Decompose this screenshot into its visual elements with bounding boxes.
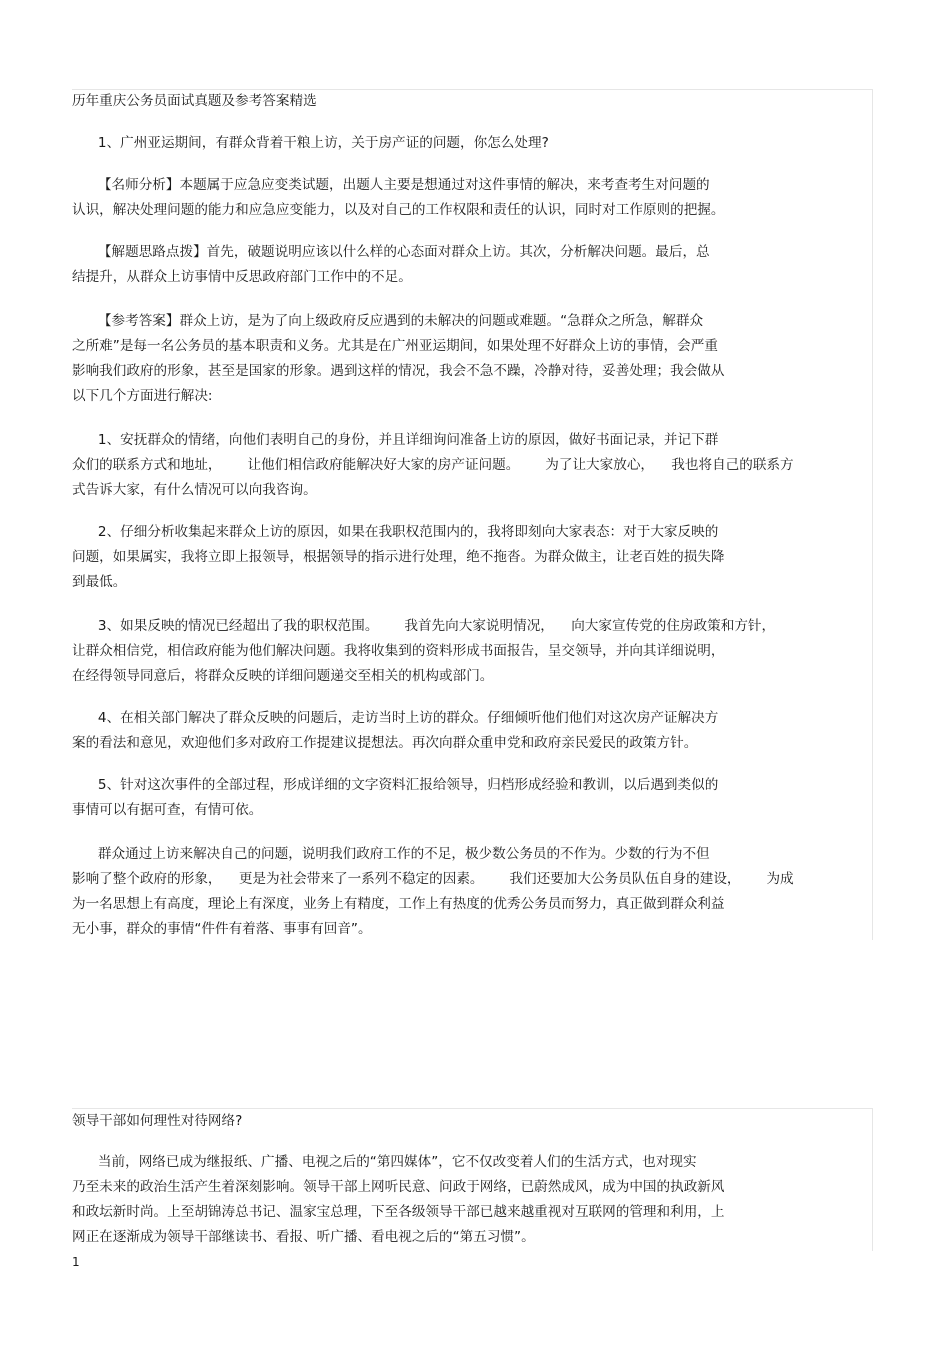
text-line: 无小事，群众的事情“件件有着落、事事有回音”。 — [72, 921, 372, 937]
text-line: 影响我们政府的形象，甚至是国家的形象。遇到这样的情况，我会不急不躁，冷静对待，妥善处理；我会做从 — [72, 363, 725, 379]
text-line: 1、安抚群众的情绪，向他们表明自己的身份，并且详细询问准备上访的原因，做好书面记录，并记下群 — [72, 432, 719, 448]
text-line: 到最低。 — [72, 574, 127, 590]
text-line: 【参考答案】群众上访，是为了向上级政府反应遇到的未解决的问题或难题。“急群众之所急，解群众 — [72, 313, 704, 329]
text-line: 【名师分析】本题属于应急应变类试题，出题人主要是想通过对这件事情的解决，来考查考生对问题的 — [72, 177, 710, 193]
text-line: 案的看法和意见，欢迎他们多对政府工作提建议提想法。再次向群众重申党和政府亲民爱民的政策方针。 — [72, 735, 698, 751]
text-line: 5、针对这次事件的全部过程，形成详细的文字资料汇报给领导，归档形成经验和教训，以后遇到类似的 — [72, 777, 719, 793]
section2-title: 领导干部如何理性对待网络? — [72, 1113, 243, 1129]
text-line: 式告诉大家，有什么情况可以向我咨询。 — [72, 482, 317, 498]
text-line: 问题，如果属实，我将立即上报领导，根据领导的指示进行处理，绝不拖沓。为群众做主，让老百姓的损失降 — [72, 549, 725, 565]
text-line: 【解题思路点拨】首先，破题说明应该以什么样的心态面对群众上访。其次，分析解决问题。最后，总 — [72, 244, 710, 260]
text-line: 网正在逐渐成为领导干部继读书、看报、听广播、看电视之后的“第五习惯”。 — [72, 1229, 535, 1245]
text-line: 4、在相关部门解决了群众反映的问题后，走访当时上访的群众。仔细倾听他们他们对这次房产证解决方 — [72, 710, 719, 726]
text-line: 影响了整个政府的形象， 更是为社会带来了一系列不稳定的因素。 我们还要加大公务员队伍自身的建设， 为成 — [72, 871, 794, 887]
text-line: 和政坛新时尚。上至胡锦涛总书记、温家宝总理，下至各级领导干部已越来越重视对互联网的管理和利用，上 — [72, 1204, 725, 1220]
text-line: 结提升，从群众上访事情中反思政府部门工作中的不足。 — [72, 269, 412, 285]
text-line: 之所难”是每一名公务员的基本职责和义务。尤其是在广州亚运期间，如果处理不好群众上访的事情，会严重 — [72, 338, 718, 354]
section1-title: 历年重庆公务员面试真题及参考答案精选 — [72, 93, 317, 109]
text-line: 让群众相信党，相信政府能为他们解决问题。我将收集到的资料形成书面报告，呈交领导，并向其详细说明， — [72, 643, 725, 659]
text-line: 乃至未来的政治生活产生着深刻影响。领导干部上网听民意、问政于网络，已蔚然成风，成为中国的执政新风 — [72, 1179, 725, 1195]
text-line: 2、仔细分析收集起来群众上访的原因，如果在我职权范围内的，我将即刻向大家表态：对于大家反映的 — [72, 524, 719, 540]
text-line: 众们的联系方式和地址， 让他们相信政府能解决好大家的房产证问题。 为了让大家放心， 我也将自己的联系方 — [72, 457, 794, 473]
text-line: 以下几个方面进行解决: — [72, 388, 213, 404]
page-number: 1 — [72, 1255, 80, 1269]
text-line: 为一名思想上有高度，理论上有深度，业务上有精度，工作上有热度的优秀公务员而努力，真正做到群众利益 — [72, 896, 725, 912]
text-line: 当前，网络已成为继报纸、广播、电视之后的“第四媒体”，它不仅改变着人们的生活方式，也对现实 — [72, 1154, 697, 1170]
text-line: 3、如果反映的情况已经超出了我的职权范围。 我首先向大家说明情况， 向大家宣传党的住房政策和方针， — [72, 618, 776, 634]
text-line: 事情可以有据可查，有情可依。 — [72, 802, 263, 818]
text-line: 在经得领导同意后，将群众反映的详细问题递交至相关的机构或部门。 — [72, 668, 494, 684]
text-line: 1、广州亚运期间，有群众背着干粮上访，关于房产证的问题，你怎么处理? — [72, 135, 549, 151]
text-line: 认识，解决处理问题的能力和应急应变能力，以及对自己的工作权限和责任的认识，同时对工作原则的把握。 — [72, 202, 725, 218]
text-line: 群众通过上访来解决自己的问题，说明我们政府工作的不足，极少数公务员的不作为。少数的行为不但 — [72, 846, 710, 862]
